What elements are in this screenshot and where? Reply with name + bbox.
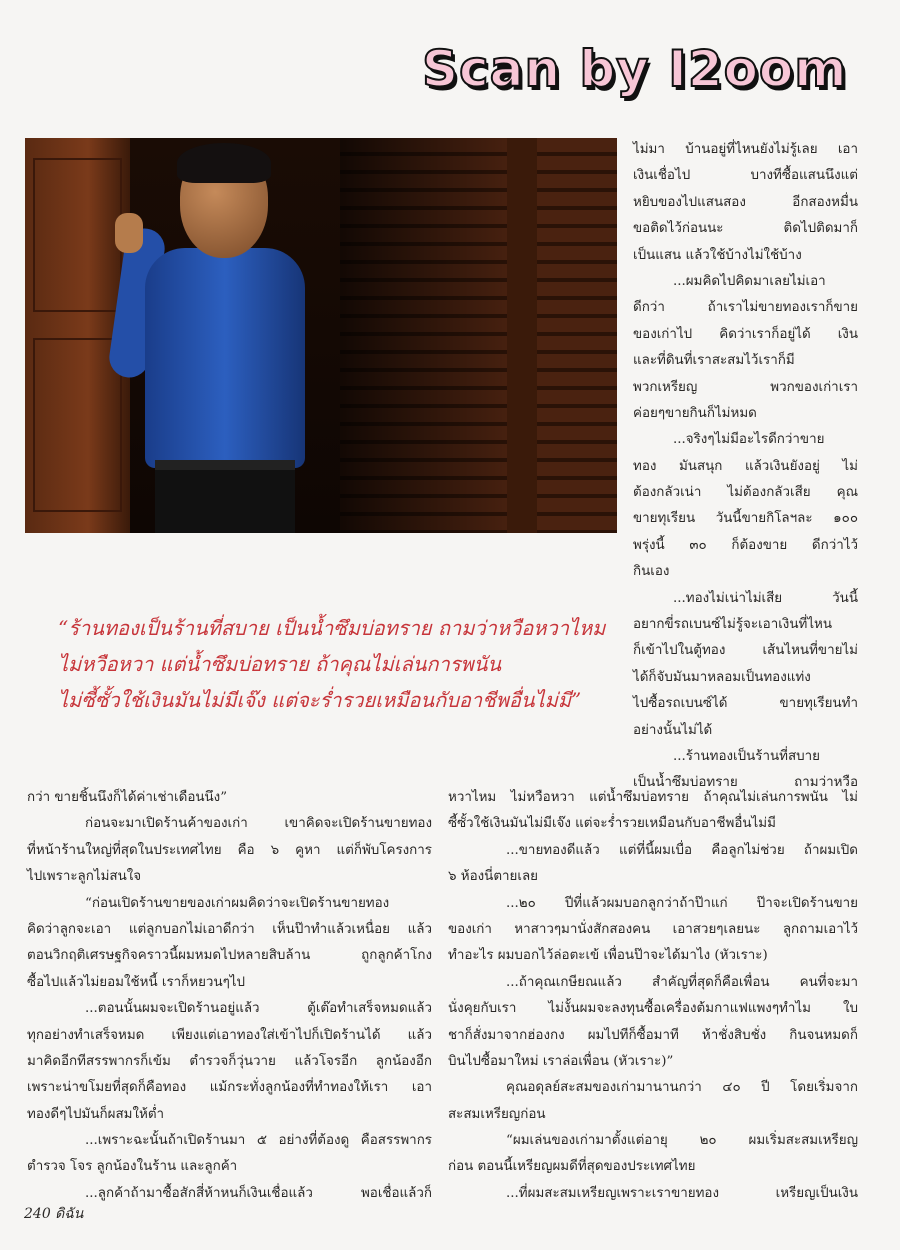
text-line: พวกเหรียญ พวกของเก่าเรา [633, 379, 858, 395]
text-line: กว่า ขายชิ้นนึงก็ได้ค่าเช่าเดือนนึง” [27, 790, 228, 805]
text-line: ...เพราะฉะนั้นถ้าเปิดร้านมา ๕ อย่างที่ต้องดู คือสรรพากร [85, 1133, 432, 1149]
scan-watermark: Scan by I2oom [422, 40, 848, 98]
text-line: ...ทองไม่เน่าไม่เสีย วันนี้ [673, 590, 858, 606]
text-line: ทุกอย่างทำเสร็จหมด เพียงแต่เอาทองใส่เข้าไปก็เปิดร้านได้ แล้ว [27, 1027, 432, 1043]
article-column-right [448, 785, 858, 1207]
text-line: ...ตอนนั้นผมจะเปิดร้านอยู่แล้ว ตู้เต๊อทำเสร็จหมดแล้ว [85, 1001, 432, 1017]
text-line: เป็นแสน แล้วใช้บ้างไม่ใช้บ้าง [633, 247, 802, 263]
text-line: กินเอง [633, 564, 670, 580]
text-line: ...ลูกค้าถ้ามาซื้อสักสี่ห้าหนก็เงินเชื่อแล้ว พอเชื่อแล้วก็ [85, 1185, 432, 1201]
text-line: ดีกว่า ถ้าเราไม่ขายทองเราก็ขาย [633, 300, 858, 316]
text-line: บินไปซื้อมาใหม่ เราล่อเพื่อน (หัวเราะ)” [448, 1053, 674, 1069]
text-line: ตำรวจ โจร ลูกน้องในร้าน และลูกค้า [27, 1159, 238, 1175]
text-line: ไม่มา บ้านอยู่ที่ไหนยังไม่รู้เลย เอา [633, 142, 858, 157]
article-column-right-top [633, 137, 858, 797]
text-line: ซี้ซั้วใช้เงินมันไม่มีเจ๊ง แต่จะร่ำรวยเหมือนกับอาชีพอื่นไม่มี [448, 816, 776, 832]
text-line: สะสมเหรียญก่อน [448, 1106, 546, 1122]
text-line: ...ผมคิดไปคิดมาเลยไม่เอา [673, 273, 826, 289]
text-line: ๖ ห้องนี่ตายเลย [448, 869, 539, 885]
text-line: ซื้อไปแล้วไม่ยอมใช้หนี้ เราก็หยวนๆไป [27, 974, 246, 990]
text-line: ...ถ้าคุณเกษียณแล้ว สำคัญที่สุดก็คือเพื่อน คนที่จะมา [506, 974, 858, 990]
text-line: “ผมเล่นของเก่ามาตั้งแต่อายุ ๒๐ ผมเริ่มสะสมเหรียญ [506, 1133, 858, 1149]
text-line: คุณอดุลย์สะสมของเก่ามานานกว่า ๔๐ ปี โดยเริ่มจาก [506, 1080, 858, 1096]
text-line: ...ขายทองดีแล้ว แต่ที่นี้ผมเบื่อ คือลูกไม่ช่วย ถ้าผมเปิด [506, 842, 858, 858]
text-line: ได้ก็จับมันมาหลอมเป็นทองแท่ง [633, 669, 811, 685]
text-line: มาคิดอีกทีสรรพากรก็เข้ม ตำรวจก็วุ่นวาย แล้วโจรอีก ลูกน้องอีก [27, 1053, 432, 1069]
text-line: ขายทุเรียน วันนี้ขายกิโลฯละ ๑๐๐ [633, 511, 858, 527]
text-line: ทองดีๆไปมันก็ผสมให้ต่ำ [27, 1106, 165, 1122]
text-line: ชาก็สั่งมาจากฮ่องกง ผมไปทีก็ซื้อมาที ห้าชั่งสิบชั่ง กินจนหมดก็ [448, 1027, 858, 1043]
text-line: ต้องกลัวเน่า ไม่ต้องกลัวเสีย คุณ [633, 485, 858, 501]
text-line: คิดว่าลูกจะเอา แต่ลูกบอกไม่เอาดีกว่า เห็นป๊าทำแล้วเหนื่อย แล้ว [27, 921, 432, 937]
text-line: “ก่อนเปิดร้านขายของเก่าผมคิดว่าจะเปิดร้านขายทอง [85, 895, 390, 911]
text-line: เพราะน่าขโมยที่สุดก็คือทอง แม้กระทั่งลูกน้องที่ทำทองให้เรา เอา [27, 1080, 432, 1096]
text-line: หวาไหม ไม่หวือหวา แต่น้ำซึมบ่อทราย ถ้าคุณไม่เล่นการพนัน ไม่ [448, 790, 858, 805]
man-blue-shirt [145, 248, 305, 468]
text-line: พรุ่งนี้ ๓๐ ก็ต้องขาย ดีกว่าไว้ [633, 537, 858, 553]
text-line: ...จริงๆไม่มีอะไรดีกว่าขาย [673, 432, 825, 448]
text-line: อย่างนั้นไม่ได้ [633, 722, 713, 738]
text-line: เป็นน้ำซึมบ่อทราย ถามว่าหวือ [633, 775, 858, 791]
text-line: ...ที่ผมสะสมเหรียญเพราะเราขายทอง เหรียญเป็นเงิน [506, 1185, 858, 1201]
text-line: ค่อยๆขายกินก็ไม่หมด [633, 405, 757, 421]
text-line: ...๒๐ ปีที่แล้วผมบอกลูกว่าถ้าป๊าแก่ ป๊าจะเปิดร้านขาย [506, 895, 858, 911]
text-line: อยากขี่รถเบนซ์ไม่รู้จะเอาเงินที่ไหน [633, 617, 833, 633]
text-line: ก่อนจะมาเปิดร้านค้าของเก่า เขาคิดจะเปิดร้านขายทอง [85, 816, 432, 832]
pull-quote [58, 610, 605, 718]
text-line: ทำอะไร ผมบอกไว้ล่อตะเข้ เพื่อนป๊าจะได้มาไง (หัวเราะ) [448, 948, 768, 964]
text-line: ...ร้านทองเป็นร้านที่สบาย [673, 748, 821, 764]
article-column-left [27, 785, 432, 1207]
text-line: ไปซื้อรถเบนซ์ได้ ขายทุเรียนทำ [633, 696, 858, 712]
pull-quote-line: ไม่ซี้ซั้วใช้เงินมันไม่มีเจ๊ง แต่จะร่ำรวยเหมือนกับอาชีพอื่นไม่มี” [58, 688, 582, 712]
text-line: ที่หน้าร้านใหญ่ที่สุดในประเทศไทย คือ ๖ คูหา แต่ก็พับโครงการ [27, 842, 432, 858]
text-line: ขอติดไว้ก่อนนะ ติดไปติดมาก็ [633, 221, 858, 237]
text-line: ทอง มันสนุก แล้วเงินยังอยู่ ไม่ [633, 458, 858, 474]
text-line: ไปเพราะลูกไม่สนใจ [27, 869, 142, 885]
text-line: ก่อน ตอนนี้เหรียญผมดีที่สุดของประเทศไทย [448, 1159, 696, 1175]
text-line: ของเก่าไป คิดว่าเราก็อยู่ได้ เงิน [633, 326, 858, 342]
text-line: นั่งคุยกับเรา ไม่งั้นผมจะลงทุนซื้อเครื่องต้มกาแฟแพงๆทำไม ใบ [448, 1001, 858, 1017]
pull-quote-line: “ร้านทองเป็นร้านที่สบาย เป็นน้ำซึมบ่อทราย ถามว่าหวือหวาไหม [58, 616, 606, 640]
text-line: ตอนวิกฤติเศรษฐกิจคราวนี้ผมหมดไปหลายสิบล้าน ถูกลูกค้าโกง [27, 948, 432, 964]
portrait-photo [25, 138, 617, 533]
page-folio: 240 ดิฉัน [24, 1206, 84, 1222]
pull-quote-line: ไม่หวือหวา แต่น้ำซึมบ่อทราย ถ้าคุณไม่เล่นการพนัน [58, 652, 502, 676]
text-line: เงินเชื่อไป บางทีซื้อแสนนึงแต่ [633, 168, 858, 184]
text-line: ก็เข้าไปในตู้ทอง เส้นไหนที่ขายไม่ [633, 643, 858, 659]
text-line: ของเก่า หาสาวๆมานั่งสักสองคน เอาสวยๆเลยนะ ลูกถามเอาไว้ [448, 921, 858, 937]
text-line: และที่ดินที่เราสะสมไว้เราก็มี [633, 353, 795, 369]
text-line: หยิบของไปแสนสอง อีกสองหมื่น [633, 194, 858, 210]
